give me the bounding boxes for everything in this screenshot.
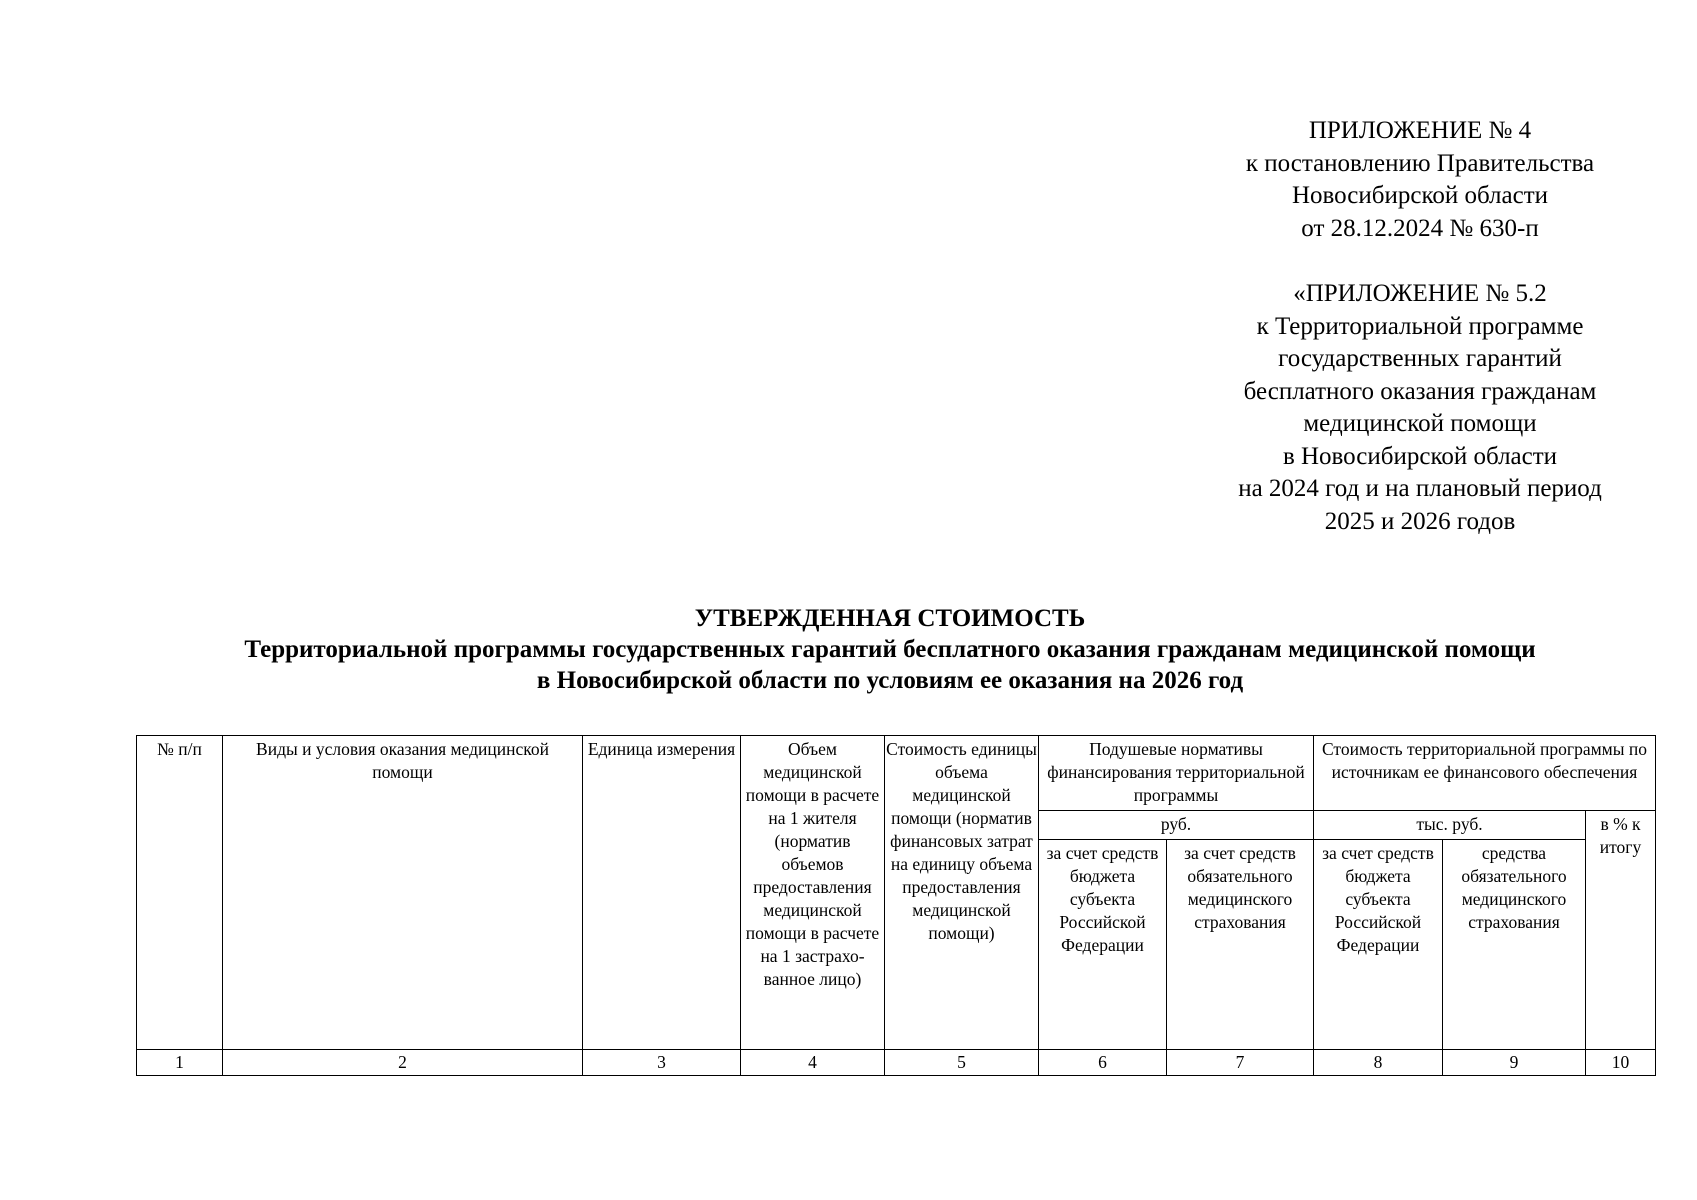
annex-sub-line: 2025 и 2026 годов [1324,507,1516,535]
annex-header [1160,115,1680,245]
table-header-row [137,736,1656,811]
column-number-cell: 1 [137,1050,223,1076]
header-types-conditions: Виды и условия оказания медицинской помощи [223,736,583,1050]
header-program-cost-group: Стоимость территориальной программы по источникам ее финансового обеспечения [1314,736,1656,811]
header-per-capita-oms: за счет средств обязательного медицинского страхования [1167,840,1314,1050]
column-numbers-row [137,1050,1656,1076]
annex-sub-line: к Территориальной программе [1256,312,1584,340]
annex-header-line: к постановлению Правительства [1245,149,1595,177]
cost-table [136,735,1656,1076]
column-number-cell: 8 [1314,1050,1443,1076]
annex-sub-line: «ПРИЛОЖЕНИЕ № 5.2 [1293,280,1547,307]
header-number: № п/п [137,736,223,1050]
column-number-cell: 6 [1039,1050,1167,1076]
annex-subheader [1160,278,1680,538]
annex-sub-line: на 2024 год и на плановый период [1238,475,1602,502]
column-number-cell: 10 [1586,1050,1656,1076]
title-line-1: УТВЕРЖДЕННАЯ СТОИМОСТЬ [694,605,1086,632]
title-line-2: Территориальной программы государственных гарантий бесплатного оказания гражданам медицинской помощи [244,636,1536,663]
annex-sub-line: бесплатного оказания гражданам [1243,377,1597,405]
column-number-cell: 5 [885,1050,1039,1076]
header-per-capita-group: Подушевые нормативы финансирования территориальной программы [1039,736,1314,811]
column-number-cell: 2 [223,1050,583,1076]
document-title [120,603,1660,696]
header-percent-of-total: в % к итогу [1586,811,1656,1050]
column-number-cell: 7 [1167,1050,1314,1076]
title-line-3: в Новосибирской области по условиям ее оказания на 2026 год [536,667,1244,694]
annex-header-line: Новосибирской области [1291,182,1549,209]
annex-sub-line: в Новосибирской области [1282,442,1558,470]
header-per-capita-budget: за счет средств бюджета субъекта Российской Федерации [1039,840,1167,1050]
annex-sub-line: медицинской помощи [1303,410,1537,437]
header-unit-thousand-rub: тыс. руб. [1314,811,1586,840]
column-number-cell: 4 [741,1050,885,1076]
header-cost-oms: средства обязательного медицинского страхования [1443,840,1586,1050]
header-volume: Объем медицинской помощи в расчете на 1 жителя (норматив объемов предоставления медицинской помощи в расчете на 1 застрахо-ванное лицо) [741,736,885,1050]
annex-sub-line: государственных гарантий [1278,345,1562,372]
column-number-cell: 9 [1443,1050,1586,1076]
header-cost-budget: за счет средств бюджета субъекта Российской Федерации [1314,840,1443,1050]
header-unit-cost: Стоимость единицы объема медицинской помощи (норматив финансовых затрат на единицу объема предоставления медицинской помощи) [885,736,1039,1050]
annex-header-line: от 28.12.2024 № 630-п [1301,214,1539,242]
header-unit-rub: руб. [1039,811,1314,840]
column-number-cell: 3 [583,1050,741,1076]
header-unit: Единица измерения [583,736,741,1050]
annex-header-line: ПРИЛОЖЕНИЕ № 4 [1308,117,1532,144]
